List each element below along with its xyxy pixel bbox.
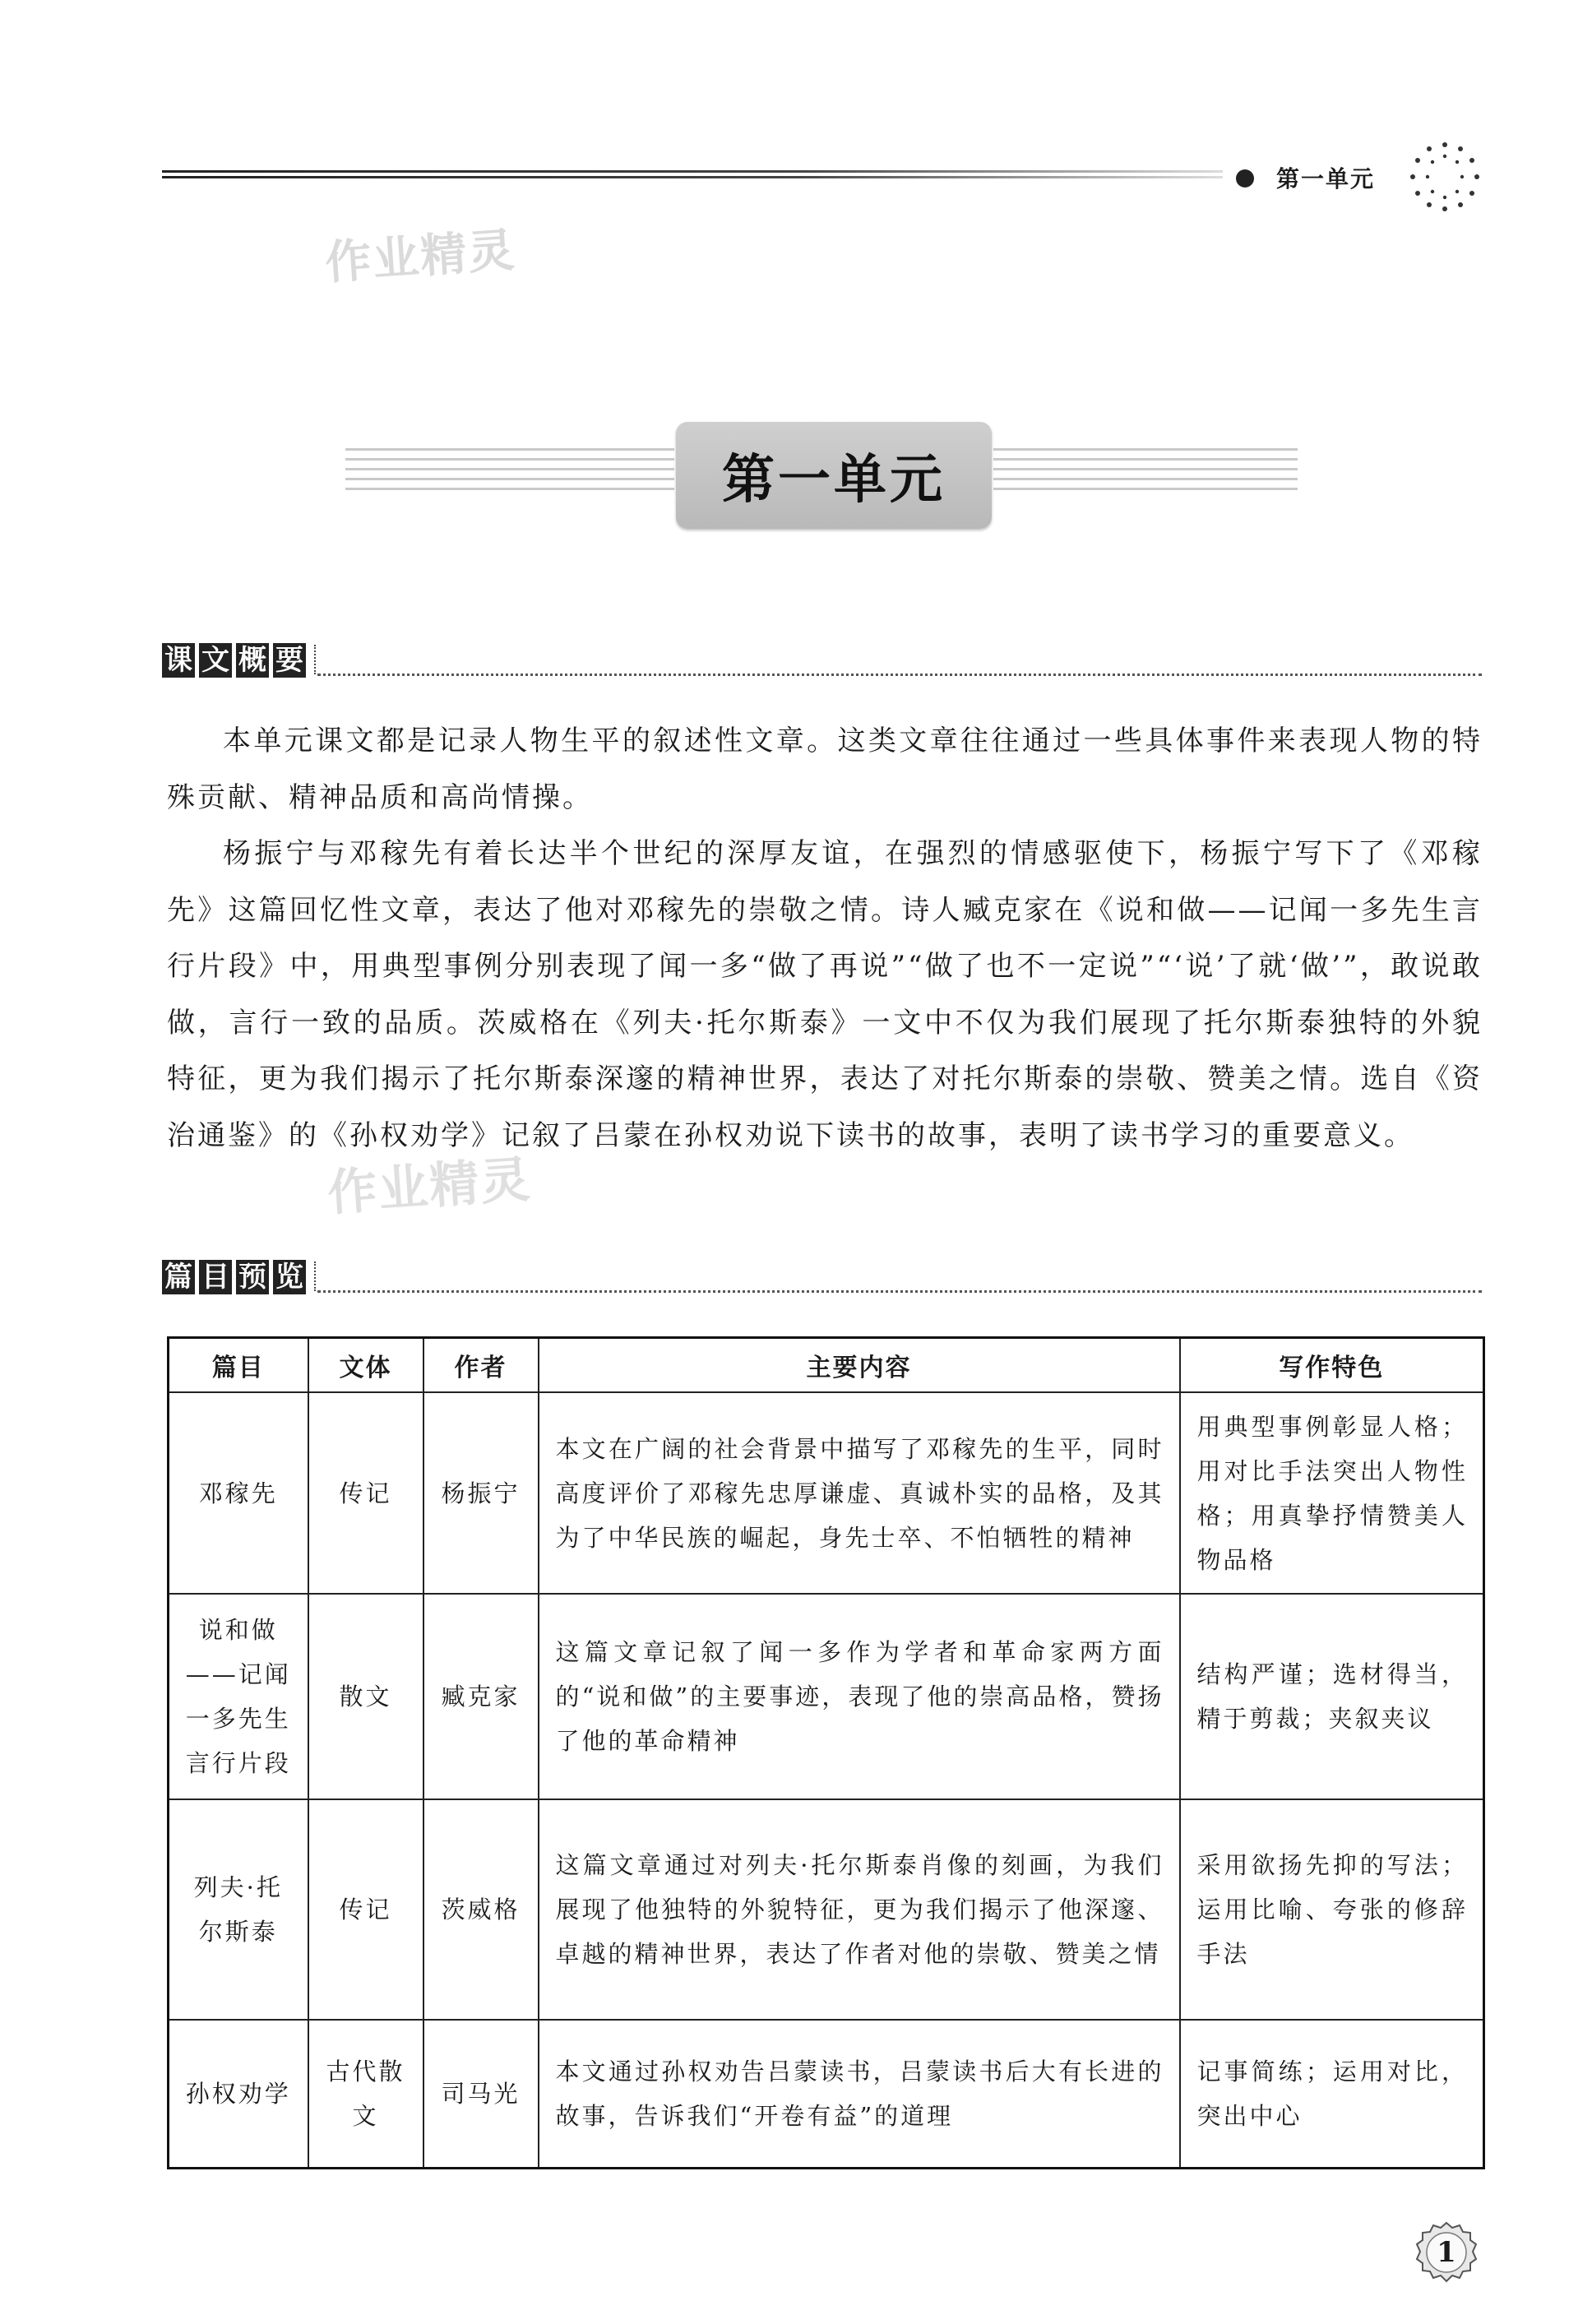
- header-title: 篇目: [169, 1338, 308, 1393]
- cell-features: 用典型事例彰显人格；用对比手法突出人物性格；用真挚抒情赞美人物品格: [1180, 1392, 1484, 1594]
- title-rule-left: [345, 448, 674, 498]
- section-heading-char: 览: [273, 1260, 306, 1294]
- overview-text: [167, 713, 1483, 1164]
- cell-title: 说和做——记闻一多先生言行片段: [169, 1594, 308, 1799]
- section-heading-char: 篇: [162, 1260, 195, 1294]
- preview-table: [167, 1336, 1485, 2169]
- header-dotted-circle-icon: [1408, 140, 1482, 214]
- page-number: 1: [1437, 2236, 1456, 2269]
- cell-author: 杨振宁: [423, 1392, 539, 1594]
- table-row: [169, 1392, 1484, 1594]
- cell-content: 这篇文章通过对列夫·托尔斯泰肖像的刻画，为我们展现了他独特的外貌特征，更为我们揭示了他深邃、卓越的精神世界，表达了作者对他的崇敬、赞美之情: [539, 1799, 1180, 2020]
- cell-features: 采用欲扬先抑的写法；运用比喻、夸张的修辞手法: [1180, 1799, 1484, 2020]
- section-heading-preview: [162, 1260, 1482, 1294]
- overview-paragraph: 杨振宁与邓稼先有着长达半个世纪的深厚友谊，在强烈的情感驱使下，杨振宁写下了《邓稼先》这篇回忆性文章，表达了他对邓稼先的崇敬之情。诗人臧克家在《说和做——记闻一多先生言行片段》中，用典型事例分别表现了闻一多“做了再说”“做了也不一定说”“‘说’了就‘做’”，敢说敢做，言行一致的品质。茨威格在《列夫·托尔斯泰》一文中不仅为我们展现了托尔斯泰独特的外貌特征，更为我们揭示了托尔斯泰深邃的精神世界，表达了对托尔斯泰的崇敬、赞美之情。选自《资治通鉴》的《孙权劝学》记叙了吕蒙在孙权劝说下读书的故事，表明了读书学习的重要意义。: [167, 837, 1483, 1152]
- header-author: 作者: [423, 1338, 539, 1393]
- table-row: [169, 1594, 1484, 1799]
- cell-features: 结构严谨；选材得当，精于剪裁；夹叙夹议: [1180, 1594, 1484, 1799]
- watermark: 作业精灵: [326, 1150, 534, 1223]
- unit-title: 第一单元: [676, 422, 992, 529]
- cell-author: 臧克家: [423, 1594, 539, 1799]
- section-heading-overview: [162, 643, 1482, 678]
- section-heading-char: 文: [199, 643, 232, 678]
- cell-title: 列夫·托尔斯泰: [169, 1799, 308, 2020]
- section-heading-char: 预: [236, 1260, 269, 1294]
- cell-author: 司马光: [423, 2020, 539, 2168]
- cell-title: 孙权劝学: [169, 2020, 308, 2168]
- cell-author: 茨威格: [423, 1799, 539, 2020]
- section-heading-char: 概: [236, 643, 269, 678]
- watermark: 作业精灵: [323, 223, 518, 291]
- cell-features: 记事简练；运用对比，突出中心: [1180, 2020, 1484, 2168]
- cell-content: 本文通过孙权劝告吕蒙读书，吕蒙读书后大有长进的故事，告诉我们“开卷有益”的道理: [539, 2020, 1180, 2168]
- header-unit-label: 第一单元: [1276, 165, 1376, 192]
- header-content: 主要内容: [539, 1338, 1180, 1393]
- table-header-row: [169, 1338, 1484, 1393]
- title-rule-right: [993, 448, 1298, 498]
- cell-genre: 传记: [308, 1392, 423, 1594]
- cell-genre: 散文: [308, 1594, 423, 1799]
- header-features: 写作特色: [1180, 1338, 1484, 1393]
- cell-genre: 传记: [308, 1799, 423, 2020]
- header-rule: [162, 170, 1223, 185]
- table-row: [169, 1799, 1484, 2020]
- cell-content: 本文在广阔的社会背景中描写了邓稼先的生平，同时高度评价了邓稼先忠厚谦虚、真诚朴实的品格，及其为了中华民族的崛起，身先士卒、不怕牺牲的精神: [539, 1392, 1180, 1594]
- section-heading-char: 目: [199, 1260, 232, 1294]
- table-row: [169, 2020, 1484, 2168]
- cell-title: 邓稼先: [169, 1392, 308, 1594]
- section-heading-char: 要: [273, 643, 306, 678]
- cell-content: 这篇文章记叙了闻一多作为学者和革命家两方面的“说和做”的主要事迹，表现了他的崇高品格，赞扬了他的革命精神: [539, 1594, 1180, 1799]
- section-heading-char: 课: [162, 643, 195, 678]
- header-bullet: [1236, 169, 1254, 187]
- header-genre: 文体: [308, 1338, 423, 1393]
- overview-paragraph: 本单元课文都是记录人物生平的叙述性文章。这类文章往往通过一些具体事件来表现人物的特殊贡献、精神品质和高尚情操。: [167, 725, 1483, 814]
- cell-genre: 古代散文: [308, 2020, 423, 2168]
